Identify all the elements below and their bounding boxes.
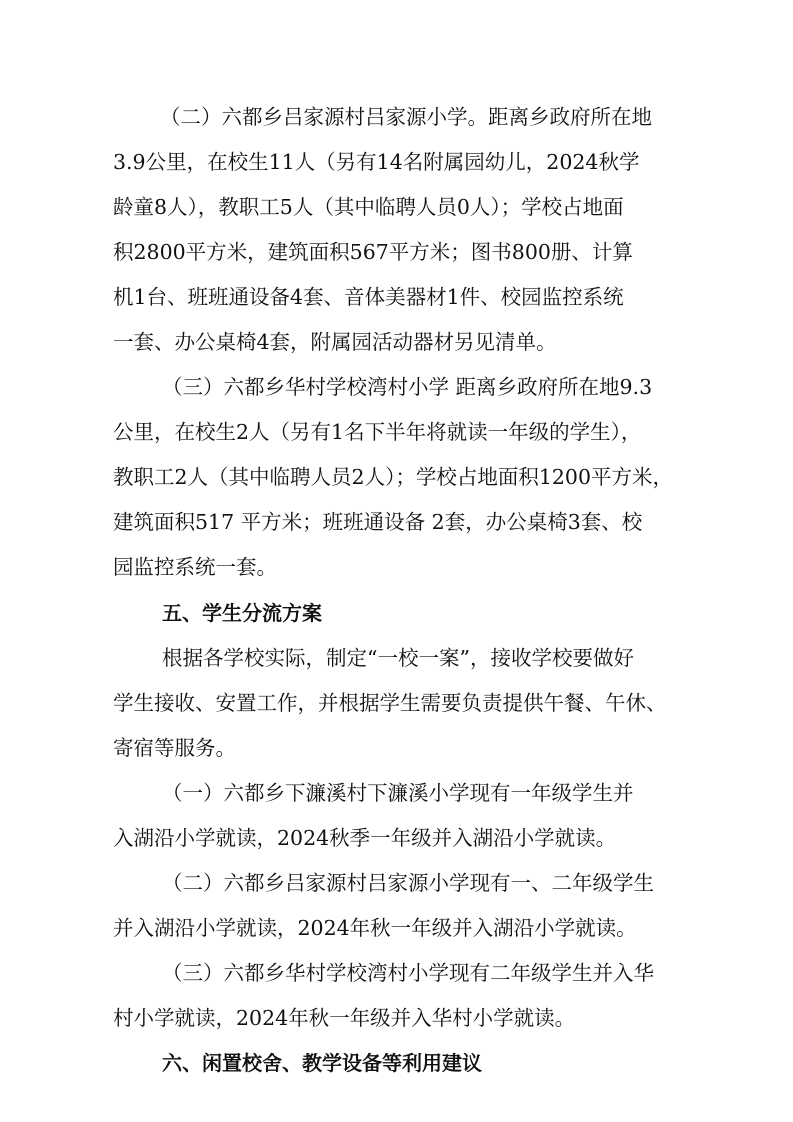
paragraph-line: 一套、办公桌椅4套，附属园活动器材另见清单。: [113, 330, 557, 354]
paragraph-line: 公里，在校生2人（另有1名下半年将就读一年级的学生），: [113, 420, 642, 444]
paragraph-line: （一）六都乡下濂溪村下濂溪小学现有一年级学生并: [162, 781, 634, 805]
paragraph-line: （三）六都乡华村学校湾村小学 距离乡政府所在地9.3: [162, 375, 653, 399]
section-heading: 五、学生分流方案: [162, 601, 322, 625]
paragraph-line: 教职工2人（其中临聘人员2人）；学校占地面积1200平方米，: [113, 465, 674, 489]
paragraph-line: 龄童8人），教职工5人（其中临聘人员0人）；学校占地面: [113, 195, 624, 219]
paragraph-line: 根据各学校实际，制定“一校一案”，接收学校要做好: [162, 646, 634, 670]
paragraph-line: 3.9公里，在校生11人（另有14名附属园幼儿，2024秋学: [113, 150, 640, 174]
paragraph-line: （三）六都乡华村学校湾村小学现有二年级学生并入华: [162, 961, 654, 985]
paragraph-line: 建筑面积517 平方米；班班通设备 2套，办公桌椅3套、校: [113, 510, 643, 534]
paragraph-line: （二）六都乡吕家源村吕家源小学。距离乡政府所在地: [160, 105, 652, 129]
paragraph-line: （二）六都乡吕家源村吕家源小学现有一、二年级学生: [162, 871, 654, 895]
section-heading: 六、闲置校舍、教学设备等利用建议: [162, 1051, 482, 1075]
paragraph-line: 积2800平方米，建筑面积567平方米；图书800册、计算: [113, 240, 633, 264]
paragraph-line: 园监控系统一套。: [113, 555, 277, 579]
paragraph-line: 机1台、班班通设备4套、音体美器材1件、校园监控系统: [113, 285, 624, 309]
paragraph-line: 学生接收、安置工作，并根据学生需要负责提供午餐、午休、: [113, 691, 667, 715]
paragraph-line: 并入湖沿小学就读，2024年秋一年级并入湖沿小学就读。: [113, 916, 637, 940]
paragraph-line: 寄宿等服务。: [113, 736, 236, 760]
paragraph-line: 村小学就读，2024年秋一年级并入华村小学就读。: [113, 1006, 576, 1030]
paragraph-line: 入湖沿小学就读，2024秋季一年级并入湖沿小学就读。: [113, 826, 617, 850]
